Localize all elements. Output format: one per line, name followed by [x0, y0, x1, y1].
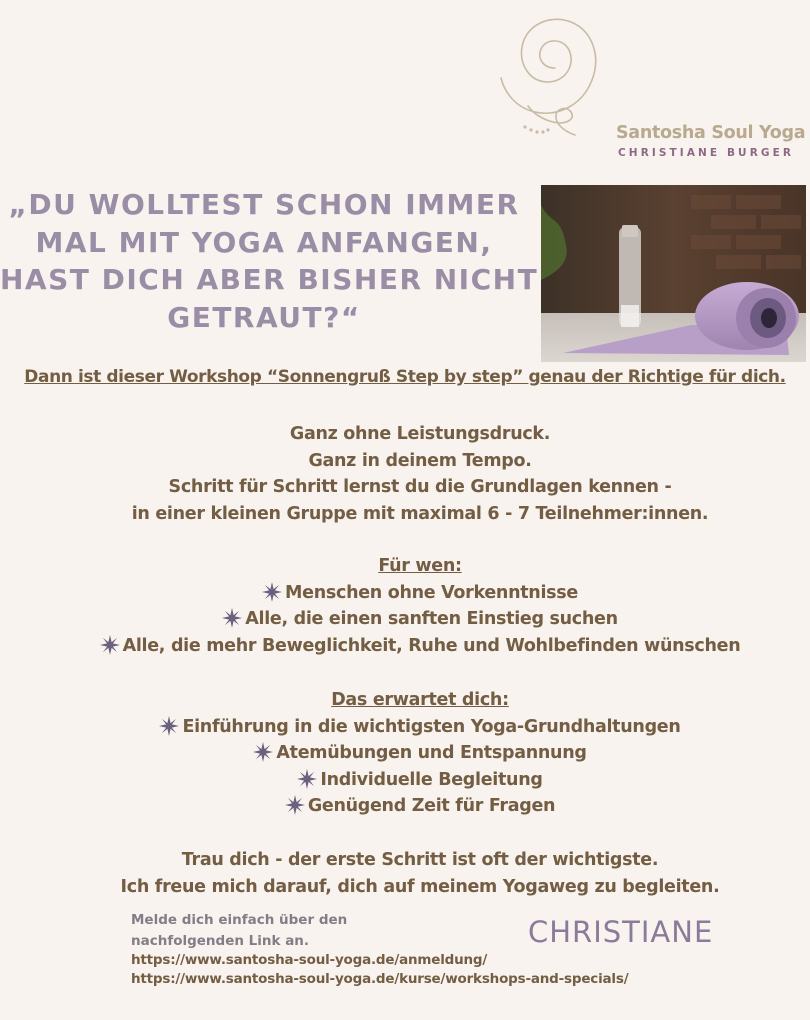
brand-name: Santosha Soul Yoga [616, 123, 806, 143]
expectation-item [0, 767, 810, 794]
registration-link[interactable]: https://www.santosha-soul-yoga.de/anmeldung/ [131, 952, 488, 968]
audience-item [0, 580, 810, 607]
brand-owner: CHRISTIANE BURGER [618, 147, 795, 159]
headline-line: „DU WOLLTEST SCHON IMMER [8, 188, 520, 221]
workshops-link[interactable]: https://www.santosha-soul-yoga.de/kurse/workshops-and-specials/ [131, 971, 629, 987]
signup-note-line: Melde dich einfach über den [131, 912, 348, 928]
star-icon [297, 769, 317, 789]
audience-item [0, 633, 810, 660]
audience-section [0, 553, 810, 659]
headline-line: HAST DICH ABER BISHER NICHT [0, 263, 539, 296]
closing-block [0, 847, 810, 900]
audience-item-text: Alle, die einen sanften Einstieg suchen [245, 609, 618, 629]
star-icon [253, 742, 273, 762]
star-icon [285, 795, 305, 815]
star-icon [100, 635, 120, 655]
expectation-item-text: Einführung in die wichtigsten Yoga-Grundhaltungen [182, 716, 681, 737]
expectation-item [0, 793, 810, 820]
star-icon [222, 608, 242, 628]
spiral-logo [493, 2, 618, 144]
closing-line: Trau dich - der erste Schritt ist oft der wichtigste. [181, 850, 659, 870]
closing-line: Ich freue mich darauf, dich auf meinem Yogaweg zu begleiten. [120, 876, 720, 897]
approach-line: in einer kleinen Gruppe mit maximal 6 - 7 Teilnehmer:innen. [131, 503, 709, 524]
expectation-item-text: Individuelle Begleitung [320, 769, 543, 790]
signature: CHRISTIANE [528, 915, 714, 949]
signup-note-line: nachfolgenden Link an. [131, 933, 310, 949]
audience-item-text: Menschen ohne Vorkenntnisse [285, 582, 578, 603]
approach-line: Schritt für Schritt lernst du die Grundlagen kennen - [168, 477, 672, 497]
star-icon [262, 582, 282, 602]
workshop-intro: Dann ist dieser Workshop “Sonnengruß Step by step” genau der Richtige für dich. [24, 367, 786, 387]
expectations-heading: Das erwartet dich: [331, 690, 509, 710]
headline-line: GETRAUT?“ [167, 300, 361, 334]
approach-line: Ganz in deinem Tempo. [308, 450, 532, 471]
audience-item [0, 606, 810, 633]
signup-note [131, 910, 347, 952]
expectation-item-text: Atemübungen und Entspannung [276, 743, 587, 763]
star-icon [159, 716, 179, 736]
expectations-section [0, 687, 810, 820]
yoga-mat-photo [541, 185, 806, 362]
approach-line: Ganz ohne Leistungsdruck. [289, 424, 551, 444]
expectation-item [0, 740, 810, 767]
audience-heading: Für wen: [378, 556, 462, 576]
expectation-item-text: Genügend Zeit für Fragen [307, 796, 556, 816]
headline-quote [0, 186, 539, 336]
audience-item-text: Alle, die mehr Beweglichkeit, Ruhe und Wohlbefinden wünschen [122, 635, 741, 656]
headline-line: MAL MIT YOGA ANFANGEN, [35, 225, 493, 259]
approach-block [0, 421, 810, 527]
expectation-item [0, 714, 810, 741]
